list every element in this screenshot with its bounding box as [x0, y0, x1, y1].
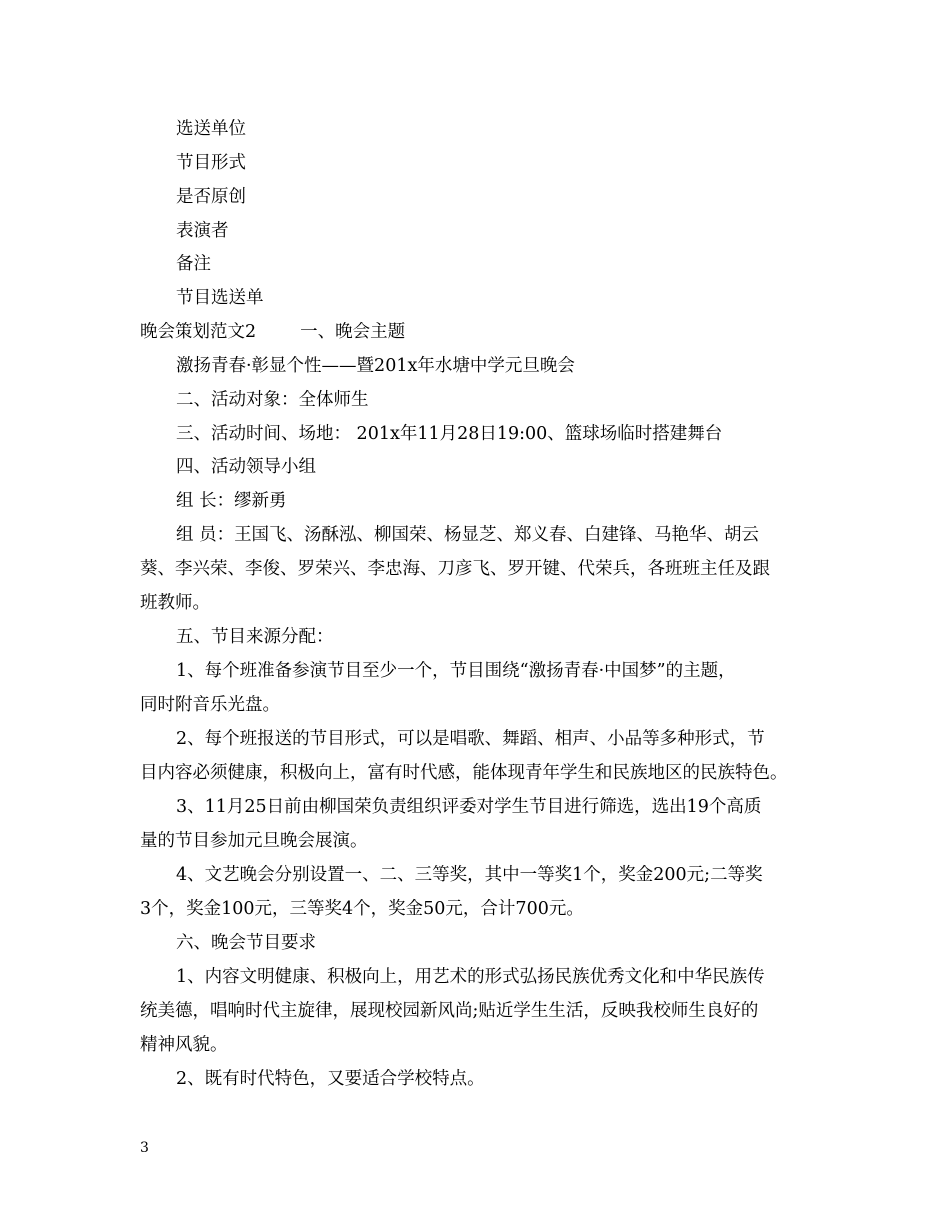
paragraph-line: 4、文艺晚会分别设置一、二、三等奖，其中一等奖1个，奖金200元;二等奖: [176, 865, 763, 885]
section-heading-line: [140, 321, 405, 343]
paragraph-line: 2、既有时代特色，又要适合学校特点。: [176, 1069, 485, 1089]
document-title: 晚会策划范文2: [140, 322, 257, 342]
form-field-label: 表演者: [176, 221, 229, 241]
paragraph-line: 1、内容文明健康、积极向上，用艺术的形式弘扬民族优秀文化和中华民族传: [176, 967, 765, 987]
paragraph-line: 3、11月25日前由柳国荣负责组织评委对学生节目进行筛选，选出19个高质: [176, 797, 762, 817]
paragraph-line: 量的节目参加元旦晚会展演。: [140, 831, 368, 851]
form-field-label: 选送单位: [176, 119, 246, 139]
form-field-label: 备注: [176, 254, 211, 274]
form-field-label: 是否原创: [176, 187, 246, 207]
theme-text: 激扬青春·彰显个性——暨201x年水塘中学元旦晚会: [176, 356, 575, 376]
paragraph-line: 1、每个班准备参演节目至少一个，节目围绕“激扬青春·中国梦”的主题，: [176, 661, 736, 681]
section-heading: 一、晚会主题: [300, 322, 406, 342]
paragraph-line: 统美德，唱响时代主旋律，展现校园新风尚;贴近学生生活，反映我校师生良好的: [140, 1001, 759, 1021]
paragraph-line: 2、每个班报送的节目形式，可以是唱歌、舞蹈、相声、小品等多种形式，节: [176, 729, 765, 749]
form-title: 节目选送单: [176, 288, 264, 308]
section-heading: 五、节目来源分配：: [176, 627, 334, 647]
page-number: 3: [140, 1140, 149, 1156]
section-heading: 二、活动对象：全体师生: [176, 390, 369, 410]
paragraph-line: 组 长：缪新勇: [176, 491, 287, 511]
paragraph-line: 班教师。: [140, 593, 210, 613]
paragraph-line: 目内容必须健康，积极向上，富有时代感，能体现青年学生和民族地区的民族特色。: [140, 763, 788, 783]
paragraph-line: 葵、李兴荣、李俊、罗荣兴、李忠海、刀彦飞、罗开键、代荣兵，各班班主任及跟: [140, 559, 770, 579]
section-heading: 四、活动领导小组: [176, 457, 316, 477]
paragraph-line: 组 员：王国飞、汤酥泓、柳国荣、杨显芝、郑义春、白建锋、马艳华、胡云: [176, 525, 760, 545]
paragraph-line: 3个，奖金100元，三等奖4个，奖金50元，合计700元。: [140, 899, 584, 919]
section-heading: 六、晚会节目要求: [176, 933, 316, 953]
paragraph-line: 精神风貌。: [140, 1035, 228, 1055]
section-heading: 三、活动时间、场地： 201x年11月28日19:00、篮球场临时搭建舞台: [176, 424, 723, 444]
form-field-label: 节目形式: [176, 153, 246, 173]
paragraph-line: 同时附音乐光盘。: [140, 695, 280, 715]
